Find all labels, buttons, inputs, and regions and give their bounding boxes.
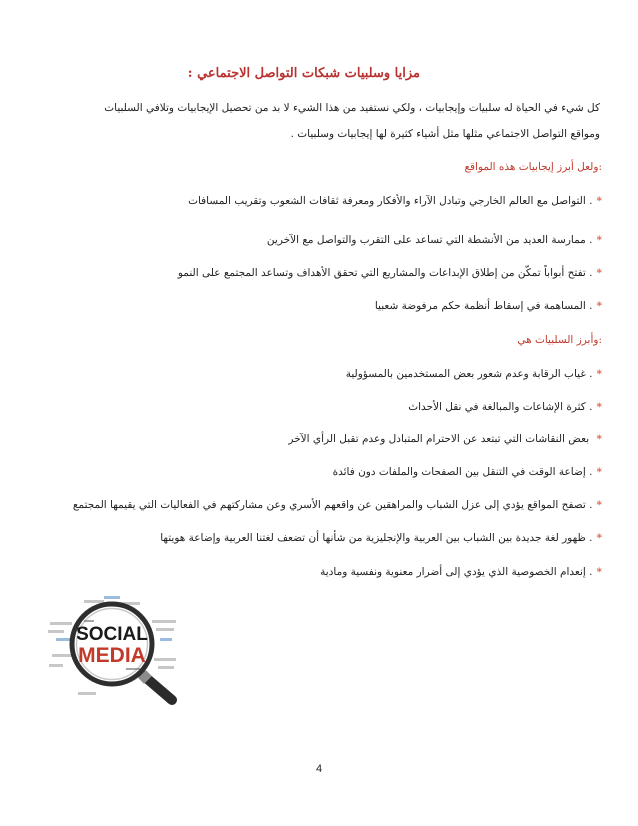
bullet-end: .	[589, 499, 593, 511]
list-item	[288, 433, 602, 445]
negative-item-1: غياب الرقابة وعدم شعور بعض المستخدمين بالمسؤولية	[345, 368, 586, 380]
social-media-logo	[44, 594, 182, 706]
negatives-heading: :وأبرز السلبيات هي	[517, 334, 602, 346]
positive-item-2: ممارسة العديد من الأنشطة التي تساعد على التقرب والتواصل مع الآخرين	[266, 234, 586, 246]
logo-line-1: SOCIAL	[76, 624, 148, 645]
list-item	[73, 499, 602, 511]
bullet-end: .	[589, 300, 593, 312]
negative-item-3: بعض النقاشات التي تبتعد عن الاحترام المتبادل وعدم تقبل الرأي الآخر	[288, 433, 590, 445]
bullet-marker: *	[596, 401, 602, 413]
bullet-marker: *	[596, 466, 602, 478]
list-item	[333, 466, 602, 478]
intro-line-2: ومواقع التواصل الاجتماعي مثلها مثل أشياء كثيرة لها إيجابيات وسلبيات .	[290, 128, 600, 140]
list-item	[320, 566, 602, 578]
list-item	[188, 195, 602, 207]
intro-line-1: كل شيء في الحياة له سلبيات وإيجابيات ، ولكي نستفيد من هذا الشيء لا بد من تحصيل الإيجابيات وتلافي السلبيات	[104, 102, 600, 114]
bullet-end: .	[589, 195, 593, 207]
bullet-marker: *	[596, 267, 602, 279]
bullet-marker: *	[596, 433, 602, 445]
bullet-marker: *	[596, 499, 602, 511]
positives-heading: :ولعل أبرز إيجابيات هذه المواقع	[464, 161, 602, 173]
negative-item-6: ظهور لغة جديدة بين الشباب بين العربية والإنجليزية من شأنها أن تضعف لغتنا العربية وإضاعة هويتها	[160, 532, 586, 544]
negative-item-2: كثرة الإشاعات والمبالغة في نقل الأحداث	[408, 401, 586, 413]
list-item	[346, 368, 602, 380]
list-item	[375, 300, 602, 312]
magnifying-glass-icon	[44, 594, 182, 706]
bullet-marker: *	[596, 300, 602, 312]
bullet-marker: *	[596, 195, 602, 207]
list-item	[267, 234, 602, 246]
negative-item-4: إضاعة الوقت في التنقل بين الصفحات والملفات دون فائدة	[332, 466, 586, 478]
logo-line-2: MEDIA	[78, 644, 146, 667]
bullet-end: .	[589, 532, 593, 544]
list-item	[178, 267, 602, 279]
positive-item-4: المساهمة في إسقاط أنظمة حكم مرفوضة شعبيا	[374, 300, 586, 312]
positive-item-3: تفتح أبواباً تمكّن من إطلاق الإبداعات والمشاريع التي تحقق الأهداف وتساعد المجتمع على النمو	[177, 267, 586, 279]
bullet-end: .	[589, 368, 593, 380]
list-item	[408, 401, 602, 413]
bullet-end: .	[589, 466, 593, 478]
bullet-end: .	[589, 267, 593, 279]
page-title: مزايا وسلبيات شبكات التواصل الاجتماعي :	[187, 66, 420, 81]
negative-item-5: تصفح المواقع يؤدي إلى عزل الشباب والمراهقين عن واقعهم الأسري وعن مشاركتهم في الفعاليات التي يقيمها المجتمع	[72, 499, 586, 511]
bullet-marker: *	[596, 234, 602, 246]
list-item	[160, 532, 602, 544]
bullet-end: .	[589, 234, 593, 246]
bullet-end: .	[589, 401, 593, 413]
bullet-marker: *	[596, 368, 602, 380]
page-number: 4	[315, 763, 323, 775]
bullet-marker: *	[596, 532, 602, 544]
negative-item-7: إنعدام الخصوصية الذي يؤدي إلى أضرار معنوية ونفسية ومادية	[320, 566, 586, 578]
positive-item-1: التواصل مع العالم الخارجي وتبادل الآراء والأفكار ومعرفة ثقافات الشعوب وتقريب المسافات	[188, 195, 586, 207]
bullet-marker: *	[596, 566, 602, 578]
bullet-end: .	[589, 566, 593, 578]
